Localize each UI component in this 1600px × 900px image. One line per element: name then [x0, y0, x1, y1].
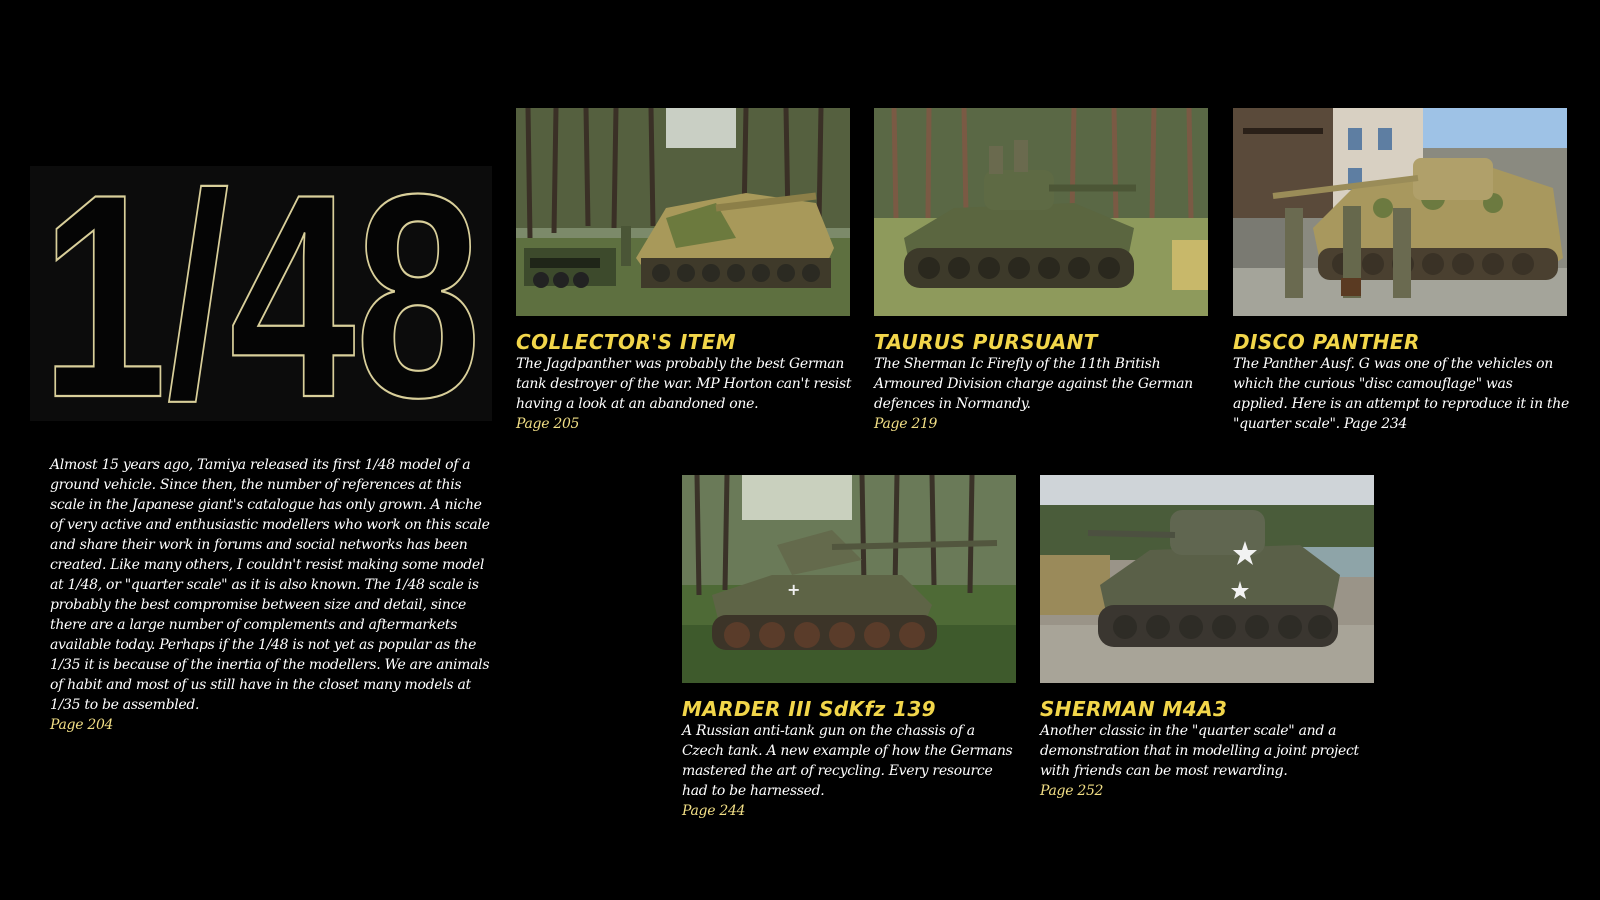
article-page-ref[interactable]: Page 252 [1040, 783, 1104, 799]
marder-photo[interactable] [682, 475, 1016, 683]
article-sherman-m4a3[interactable] [1040, 475, 1378, 801]
article-description [516, 354, 854, 434]
article-description-text: The Panther Ausf. G was one of the vehicles on which the curious "disc camouflage" was applied. Here is an attempt to reproduce it in the "quarter scale". Page 234 [1233, 356, 1569, 432]
article-title[interactable]: DISCO PANTHER [1233, 330, 1420, 354]
article-description [1040, 721, 1378, 801]
sherman-photo[interactable] [1040, 475, 1374, 683]
scale-heading: 1/48 [41, 166, 481, 421]
article-marder-iii[interactable] [682, 475, 1020, 821]
article-page-ref[interactable]: Page 205 [516, 416, 580, 432]
firefly-photo[interactable] [874, 108, 1208, 316]
disco-panther-photo[interactable] [1233, 108, 1567, 316]
svg-text:+: + [787, 580, 801, 599]
article-collectors-item[interactable] [516, 108, 854, 434]
article-title[interactable]: COLLECTOR'S ITEM [516, 330, 737, 354]
article-description [874, 354, 1212, 434]
article-taurus-pursuant[interactable] [874, 108, 1212, 434]
article-description-text: The Sherman Ic Firefly of the 11th British Armoured Division charge against the German defences in Normandy. [874, 356, 1193, 412]
article-title[interactable]: MARDER III SdKfz 139 [682, 697, 936, 721]
scale-heading-panel [30, 166, 492, 421]
article-disco-panther[interactable] [1233, 108, 1571, 434]
article-description [682, 721, 1020, 821]
article-title[interactable]: TAURUS PURSUANT [874, 330, 1098, 354]
article-description [1233, 354, 1571, 434]
article-description-text: Another classic in the "quarter scale" and a demonstration that in modelling a joint project with friends can be most rewarding. [1040, 723, 1359, 779]
intro-page-ref: Page 204 [50, 717, 114, 733]
article-page-ref[interactable]: Page 244 [682, 803, 746, 819]
article-page-ref[interactable]: Page 219 [874, 416, 938, 432]
article-description-text: The Jagdpanther was probably the best German tank destroyer of the war. MP Horton can't resist having a look at an abandoned one. [516, 356, 852, 412]
jagdpanther-photo[interactable] [516, 108, 850, 316]
intro-text: Almost 15 years ago, Tamiya released its first 1/48 model of a ground vehicle. Since then, the number of references at this scale in the Japanese giant's catalogue has only grown. A niche of very active and enthusiastic modellers who work on this scale and share their work in forums and social networks has been created. Like many others, I couldn't resist making some model at 1/48, or "quarter scale" as it is also known. The 1/48 scale is probably the best compromise between size and detail, since there are a large number of complements and aftermarkets available today. Perhaps if the 1/48 is not yet as popular as the 1/35 it is because of the inertia of the modellers. We are animals of habit and most of us still have in the closet many models at 1/35 to be assembled. [50, 457, 490, 713]
article-title[interactable]: SHERMAN M4A3 [1040, 697, 1228, 721]
article-description-text: A Russian anti-tank gun on the chassis of a Czech tank. A new example of how the Germans mastered the art of recycling. Every resource had to be harnessed. [682, 723, 1013, 799]
intro-section [50, 455, 498, 735]
